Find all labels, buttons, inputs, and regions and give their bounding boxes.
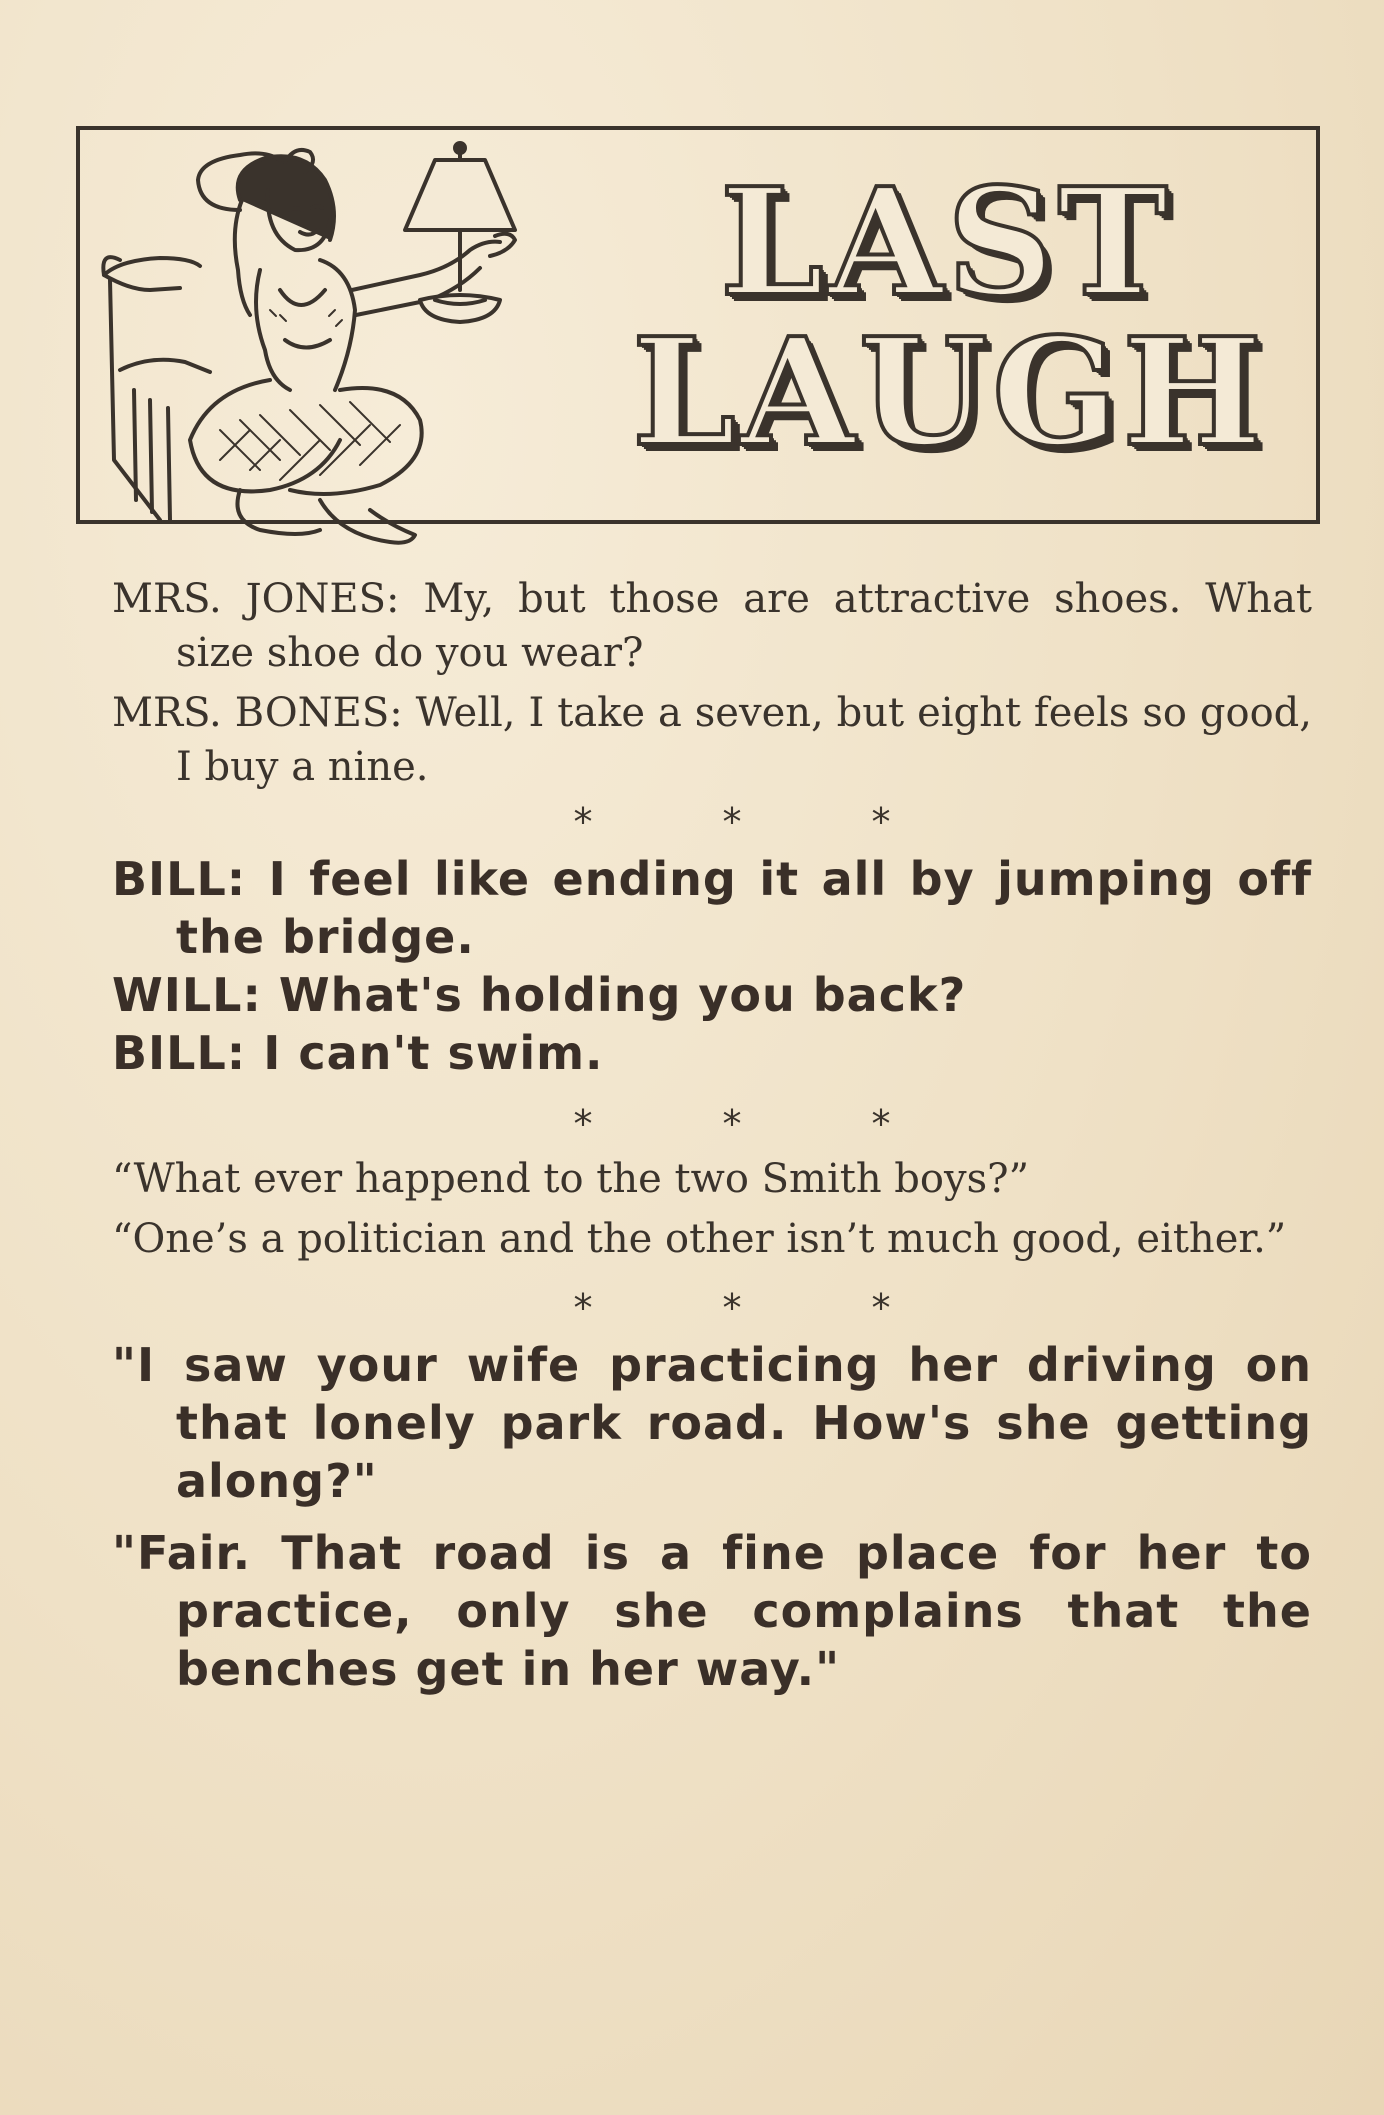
separator-star: * [871, 800, 891, 844]
separator-star: * [573, 1286, 593, 1330]
jokes-section [112, 572, 1312, 1698]
separator-star: * [573, 800, 593, 844]
separator-star: * [722, 1102, 742, 1146]
separator [112, 1096, 1312, 1152]
separator-star: * [722, 800, 742, 844]
joke-2-line-3: BILL: I can't swim. [112, 1026, 604, 1080]
separator-star: * [871, 1286, 891, 1330]
title-line-1: LAST [720, 155, 1172, 329]
joke-1-line-1: MRS. JONES: My, but those are attractive shoes. What size shoe do you wear? [112, 576, 1312, 676]
separator-star: * [573, 1102, 593, 1146]
joke-1-line-2: MRS. BONES: Well, I take a seven, but eight feels so good, I buy a nine. [112, 690, 1312, 790]
joke-4-line-1: "I saw your wife practicing her driving on that lonely park road. How's she getting along?" [112, 1338, 1312, 1508]
joke-3-line-2: “One’s a politician and the other isn’t much good, either.” [112, 1216, 1287, 1262]
separator-star: * [722, 1286, 742, 1330]
separator-star: * [871, 1102, 891, 1146]
joke-3-line-1: “What ever happend to the two Smith boys?” [112, 1156, 1030, 1202]
joke-2-line-2: WILL: What's holding you back? [112, 968, 967, 1022]
woman-with-lamp-illustration [90, 140, 610, 570]
separator [112, 794, 1312, 850]
separator [112, 1280, 1312, 1336]
joke-4-line-2: "Fair. That road is a fine place for her to practice, only she complains that the benches get in her way." [112, 1526, 1312, 1696]
title-line-2: LAUGH [632, 305, 1267, 479]
joke-2-line-1: BILL: I feel like ending it all by jumping off the bridge. [112, 852, 1312, 964]
